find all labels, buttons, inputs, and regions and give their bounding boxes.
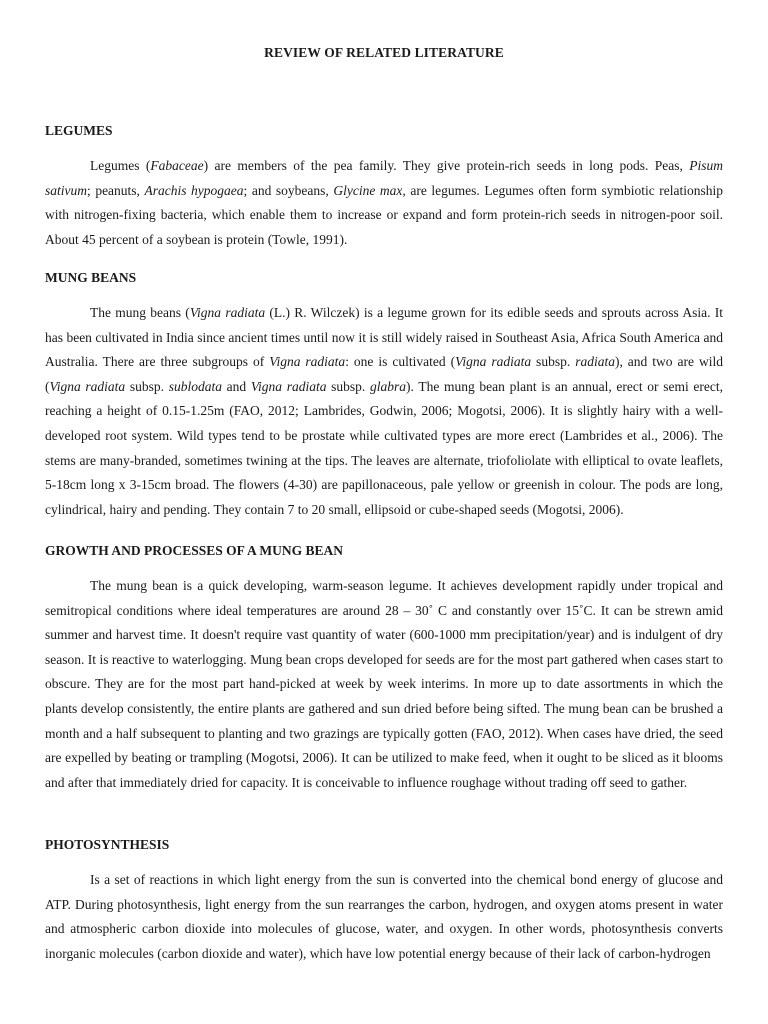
text-run: The mung bean is a quick developing, warm-season legume. It achieves development rapidly under tropical and semitropical conditions where ideal temperatures are around 28 – 30˚ C and constantly over 15˚C. It can be strewn amid summer and harvest time. It doesn't require vast quantity of water (600-1000 mm precipitation/year) and is indulgent of dry season. It is reactive to waterlogging. Mung bean crops developed for seeds are for the most part gathered when cases start to obscure. They are for the most part hand-picked at week by week interims. In more up to date assortments in which the plants develop consistently, the entire plants are gathered and sun dried before being sifted. The mung bean can be brushed a month and a half subsequent to planting and two grazings are typically gotten (FAO, 2012). When cases have dried, the seed are expelled by beating or trampling (Mogotsi, 2006). It can be utilized to make feed, when it ought to be sliced as it blooms and after that immediately dried for capacity. It is conceivable to influence roughage without trading off seed to gather. (45, 578, 723, 790)
section-paragraph (45, 574, 723, 795)
text-run: The mung beans ( (90, 305, 190, 320)
italic-term: glabra (370, 378, 407, 394)
text-run: subsp. (531, 354, 576, 370)
italic-term: Vigna radiata (269, 354, 346, 370)
text-run: ). The mung bean plant is an annual, erect or semi erect, reaching a height of 0.15-1.25m (FAO, 2012; Lambrides, Godwin, 2006; Mogotsi, 2006). It is slightly hairy with a well-developed root system. Wild types tend to be prostate while cultivated types are more erect (Lambrides et al., 2006). The stems are many-branded, sometimes twining at the tips. The leaves are alternate, triofoliolate with elliptical to ovate leaflets, 5-18cm long x 3-15cm broad. The flowers (4-30) are papillonaceous, pale yellow or greenish in colour. The pods are long, cylindrical, hairy and pending. They contain 7 to 20 small, ellipsoid or cube-shaped seeds (Mogotsi, 2006). (45, 378, 723, 517)
text-run: and (221, 378, 251, 394)
text-run: ), and two are wild ( (45, 354, 723, 394)
text-run: subsp. (125, 378, 169, 394)
section-paragraph (45, 154, 723, 252)
section-photosynthesis (45, 836, 723, 966)
italic-term: Vigna radiata (49, 378, 126, 394)
italic-term: sublodata (168, 378, 222, 394)
section-heading: LEGUMES (45, 123, 113, 138)
text-run: ; peanuts, (87, 182, 145, 198)
italic-term: Vigna radiata (189, 305, 266, 320)
italic-term: Vigna radiata (250, 378, 327, 394)
italic-term: Vigna radiata (455, 354, 532, 370)
text-run: ) are members of the pea family. They give protein-rich seeds in long pods. Peas, (203, 158, 690, 173)
text-run: ; and soybeans, (243, 182, 334, 198)
section-growth-and-processes (45, 542, 723, 795)
italic-term: Fabaceae (150, 158, 204, 173)
section-heading: GROWTH AND PROCESSES OF A MUNG BEAN (45, 543, 344, 558)
section-paragraph (45, 868, 723, 966)
section-paragraph (45, 301, 723, 522)
text-run: Legumes ( (90, 158, 151, 173)
section-heading: PHOTOSYNTHESIS (45, 837, 170, 852)
text-run: : one is cultivated ( (345, 354, 456, 370)
italic-term: radiata (575, 354, 615, 370)
italic-term: Pisum sativum (45, 158, 724, 198)
text-run: Is a set of reactions in which light energy from the sun is converted into the chemical bond energy of glucose and ATP. During photosynthesis, light energy from the sun rearranges the carbon, hydrogen, and oxygen atoms present in water and atmospheric carbon dioxide into molecules of glucose, water, and oxygen. In other words, photosynthesis converts inorganic molecules (carbon dioxide and water), which have low potential energy because of their lack of carbon-hydrogen (45, 872, 723, 961)
section-legumes (45, 122, 723, 252)
document-title: REVIEW OF RELATED LITERATURE (264, 45, 504, 60)
text-run: (L.) R. Wilczek) is a legume grown for its edible seeds and sprouts across Asia. It has been cultivated in India since ancient times until now it is still widely raised in Southeast Asia, Africa South America and Australia. There are three subgroups of (45, 305, 723, 370)
section-mung-beans (45, 269, 723, 522)
text-run: are legumes. Legumes often form symbiotic relationship with nitrogen-fixing bacteria, which enable them to increase or expand and form protein-rich seeds in nitrogen-poor soil. About 45 percent of a soybean is protein (Towle, 1991). (45, 182, 724, 247)
section-heading: MUNG BEANS (45, 270, 137, 285)
text-run: subsp. (326, 378, 370, 394)
italic-term: Glycine max, (333, 182, 406, 198)
italic-term: Arachis hypogaea (144, 182, 244, 198)
